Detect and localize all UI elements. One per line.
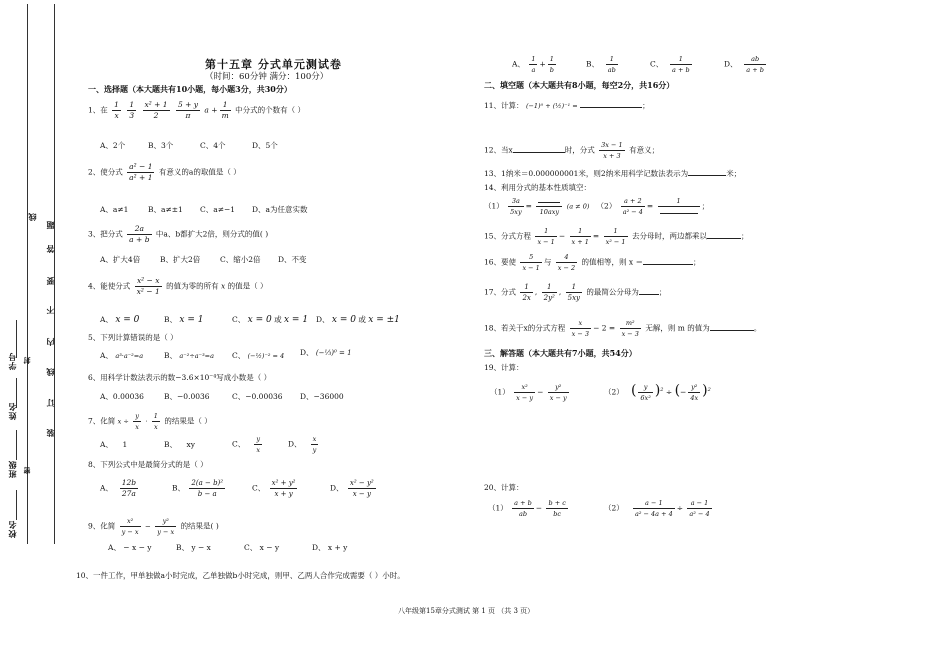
q7-option-a[interactable]: A、 1 [100, 440, 128, 449]
q8-option-d[interactable]: D、 $\frac{\text{x² − y²}}{x - y}$ [330, 479, 374, 498]
question-1-suffix: 中分式的个数有（ ） [235, 105, 305, 115]
q10-option-b-label: B、 [586, 59, 600, 69]
q4-option-c[interactable]: C、 x = 0 或 x = 1 [232, 315, 309, 325]
binding-word-3: 答 [45, 244, 55, 253]
question-17: 17、分式 $\frac{1}{2x}$ , $\frac{1}{\text{2y²}}$ , $\frac{1}{5xy}$ 的最简公分母为 ； [484, 283, 667, 302]
q10-option-a-label: A、 [512, 59, 525, 69]
question-4-suffix2: 的值是（ ） [227, 281, 268, 291]
q14-part2-blank[interactable] [660, 213, 698, 214]
q7-option-d-label: D、 [288, 439, 302, 449]
question-3-suffix: 中a、b都扩大2倍，则分式的值( ) [155, 229, 269, 239]
q10-option-c-label: C、 [650, 59, 664, 69]
q8-option-d-label: D、 [330, 483, 344, 493]
question-3: 3、把分式 $\frac{2a}{a + b}$ 中a、b都扩大2倍，则分式的值( ) [88, 224, 269, 244]
section-choice-heading: 一、选择题（本大题共有10小题，每小题3分，共30分） [88, 84, 292, 94]
question-10: 10、一件工作，甲单独做a小时完成，乙单独做b小时完成，则甲、乙两人合作完成需要（ ）小时。 [76, 571, 405, 580]
student-id-label: 学号 [7, 352, 17, 370]
q4-option-b-label: B、 [164, 315, 178, 324]
question-19-part1: （1） $\frac{\text{x²}}{x - y}$ − $\frac{\text{y²}}{x - y}$ [490, 383, 567, 402]
question-4-prefix: 4、能使分式 [88, 281, 131, 291]
q5-option-c[interactable]: C、 (−½)⁻² = 4 [232, 351, 285, 360]
q3-option-a[interactable]: A、扩大4倍 [100, 255, 141, 264]
q7-option-a-label: A、 [100, 440, 113, 449]
question-12-suffix: 有意义； [629, 145, 660, 155]
q4-option-b[interactable]: B、 x = 1 [164, 315, 204, 325]
q4-option-c-label: C、 [232, 315, 246, 324]
q10-option-c[interactable]: C、 $\frac{1}{a + b}$ [650, 55, 690, 74]
q2-option-d[interactable]: D、a为任意实数 [252, 205, 308, 214]
q6-option-a[interactable]: A、0.00036 [100, 392, 144, 401]
q4-option-d[interactable]: D、 x = 0 或 x = ±1 [316, 315, 400, 325]
binding-word-2: 题 [45, 220, 55, 229]
q5-option-d-label: D、 [300, 348, 314, 357]
q4-option-a[interactable]: A、 x = 0 [100, 315, 140, 325]
q12-answer-blank[interactable] [513, 152, 565, 153]
q9-option-a[interactable]: A、 − x − y [108, 543, 152, 552]
q6-option-b[interactable]: B、−0.0036 [164, 392, 210, 401]
school-label: 校名 [7, 520, 17, 538]
question-17-prefix: 17、分式 [484, 287, 517, 297]
q5-option-d[interactable]: D、 (−⅓)⁰ = 1 [300, 348, 352, 357]
question-17-end: ； [658, 287, 667, 297]
q16-answer-blank[interactable] [643, 264, 693, 265]
q7-option-b-label: B、 [164, 440, 178, 449]
question-6: 6、用科学计数法表示的数−3.6×10⁻⁴写成小数是（ ） [88, 373, 272, 382]
question-19: 19、计算： [484, 363, 524, 372]
exam-title: 第十五章 分式单元测试卷 [205, 58, 342, 71]
question-15-suffix: 去分母时，两边都乘以 [631, 231, 707, 241]
question-18-prefix: 18、若关于x的分式方程 [484, 323, 566, 333]
q10-option-d[interactable]: D、 $\frac{ab}{a + b}$ [724, 55, 764, 74]
question-15-end: ； [740, 231, 749, 241]
q9-option-b[interactable]: B、 y − x [176, 543, 211, 552]
student-id-line [16, 320, 17, 358]
q5-option-c-label: C、 [232, 351, 246, 360]
q3-option-b[interactable]: B、扩大2倍 [160, 255, 201, 264]
question-4: 4、能使分式 $\frac{\text{x² − x}}{\text{x² − 1}}$ 的值为零的所有 x 的值是（ ） [88, 276, 268, 296]
question-2-prefix: 2、使分式 [88, 167, 123, 177]
q8-option-a[interactable]: A、 $\frac{12b}{27a}$ [100, 478, 137, 498]
question-2-suffix: 有意义的a的取值是（ ） [158, 167, 241, 177]
question-2: 2、使分式 $\frac{\text{a² − 1}}{\text{a² + 1}}$ 有意义的a的取值是（ ） [88, 162, 241, 182]
page-footer: 八年级第15章分式测试 第 1 页 （共 3 页） [398, 607, 535, 615]
q1-option-b[interactable]: B、3个 [148, 141, 174, 150]
q8-option-b-label: B、 [172, 483, 186, 493]
name-line [16, 378, 17, 408]
question-17-suffix: 的最简公分母为 [586, 287, 639, 297]
q7-option-d[interactable]: D、 $\frac{x}{y}$ [288, 435, 317, 454]
q6-option-c[interactable]: C、−0.00036 [232, 392, 283, 401]
q14-part1-label: （1） [484, 201, 504, 211]
q11-answer-blank[interactable] [580, 107, 642, 108]
q8-option-a-label: A、 [100, 483, 113, 493]
q8-option-c[interactable]: C、 $\frac{\text{x² + y²}}{x + y}$ [252, 479, 296, 498]
question-18: 18、若关于x的分式方程 $\frac{x}{x - 3}$ − 2 = $\frac{\text{m²}}{x - 3}$ 无解，则 m 的值为 。 [484, 319, 762, 338]
question-7: 7、化简 x ÷ $\frac{y}{x}$ · $\frac{1}{x}$ 的结果是（ ） [88, 412, 212, 431]
question-18-suffix: 无解，则 m 的值为 [645, 323, 710, 333]
q5-option-a-label: A、 [100, 351, 113, 360]
question-1: 1、在 $\frac{1}{x}$ $\frac{1}{3}$ $\frac{\text{x² + 1}}{2}$ $\frac{5 + y}{\pi}$ a + $\frac{1}{m}$ 中分式的个数有（ ） [88, 100, 305, 120]
question-16-end: ； [693, 257, 701, 267]
binding-word-6: 内 [45, 337, 55, 346]
question-20-part1: （1） $\frac{a + b}{ab}$ − $\frac{b + c}{bc}$ [488, 499, 566, 518]
q14-part1-condition: (a ≠ 0) [566, 202, 590, 211]
question-14-parts: （1） $\frac{3a}{5xy}$ = 10axy (a ≠ 0) （2） $\frac{a + 2}{\text{a² − 4}}$ = 1 ； [484, 197, 710, 216]
question-7-suffix: 的结果是（ ） [164, 416, 212, 426]
q1-option-a[interactable]: A、2个 [100, 141, 126, 150]
question-15-prefix: 15、分式方程 [484, 231, 532, 241]
name-label: 姓名 [7, 402, 17, 420]
binding-line-inner [54, 4, 55, 544]
q5-option-a[interactable]: A、 a³·a⁻²=a [100, 351, 144, 360]
q4-option-a-label: A、 [100, 315, 113, 324]
q2-option-a[interactable]: A、a≠1 [100, 205, 129, 214]
question-8: 8、下列公式中是最简分式的是（ ） [88, 460, 208, 469]
q8-option-c-label: C、 [252, 483, 266, 493]
q7-option-c[interactable]: C、 $\frac{y}{x}$ [232, 435, 261, 454]
q3-option-d[interactable]: D、不变 [278, 255, 307, 264]
question-16: 16、要使 $\frac{5}{x - 1}$ 与 $\frac{4}{x - 2}$ 的值相等，则 x ＝ ； [484, 253, 701, 272]
question-13-text: 13、1纳米＝0.000000001米，则2纳米用科学记数法表示为 [484, 169, 689, 178]
binding-line-outer [27, 4, 28, 544]
q2-option-c[interactable]: C、a≠−1 [200, 205, 236, 214]
section-fill-heading: 二、填空题（本大题共有8小题，每空2分，共16分） [484, 80, 675, 90]
question-9-suffix: 的结果是( ) [180, 521, 219, 531]
q15-answer-blank[interactable] [707, 238, 741, 239]
q19-part1-label: （1） [490, 387, 510, 397]
q3-option-c[interactable]: C、缩小2倍 [220, 255, 261, 264]
secret-label: 密 [22, 466, 31, 474]
binding-word-1: 线 [27, 212, 37, 221]
section-solve-heading: 三、解答题（本大题共有7小题，共54分） [484, 348, 637, 358]
q2-option-b[interactable]: B、a≠±1 [148, 205, 183, 214]
question-5: 5、下列计算错误的是（ ） [88, 333, 178, 342]
binding-word-4: 要 [45, 276, 55, 285]
q7-option-c-label: C、 [232, 439, 246, 449]
question-4-suffix: 的值为零的所有 [166, 281, 219, 291]
question-12-prefix: 12、当x [484, 145, 513, 155]
question-3-prefix: 3、把分式 [88, 229, 123, 239]
school-line [16, 490, 17, 520]
question-14-end: ； [701, 201, 710, 211]
binding-word-9: 装 [45, 428, 55, 437]
q10-option-a[interactable]: A、 $\frac{1}{a}$ + $\frac{1}{b}$ [512, 55, 554, 74]
exam-subtitle: （时间：60分钟 满分：100分） [205, 72, 329, 82]
q19-part2-label: （2） [604, 387, 624, 397]
seal-label: 封 [22, 356, 31, 364]
class-label: 班级 [7, 460, 17, 478]
question-7-prefix: 7、化简 [88, 416, 116, 426]
question-13 [484, 168, 741, 179]
q14-part2-label: （2） [596, 201, 617, 211]
binding-word-5: 不 [45, 305, 55, 314]
q8-option-b[interactable]: B、 $\frac{\text{2(a − b)²}}{b - a}$ [172, 479, 224, 498]
question-15: 15、分式方程 $\frac{1}{x - 1}$ − $\frac{1}{x + 1}$ = $\frac{1}{\text{x² − 1}}$ 去分母时，两边都乘以 ； [484, 227, 749, 246]
q1-option-d[interactable]: D、5个 [252, 141, 278, 150]
question-16-suffix: 的值相等，则 x ＝ [581, 257, 643, 267]
q13-answer-blank[interactable] [688, 175, 726, 176]
question-20: 20、计算： [484, 483, 524, 492]
q9-option-d[interactable]: D、 x + y [312, 543, 348, 552]
binding-word-8: 订 [45, 398, 55, 407]
question-9: 9、化简 $\frac{\text{x²}}{y - x}$ − $\frac{\text{y²}}{y - x}$ 的结果是( ) [88, 517, 219, 536]
q17-answer-blank[interactable] [639, 294, 659, 295]
q10-option-d-label: D、 [724, 59, 738, 69]
question-19-part2: （2） ( $\frac{y}{\text{6x²}}$ )$^2$ ÷ (− $\frac{\text{y²}}{4x}$ )$^2$ [604, 382, 711, 402]
question-14: 14、利用分式的基本性质填空： [484, 183, 592, 192]
q20-part1-label: （1） [488, 503, 508, 513]
q6-option-d[interactable]: D、−36000 [300, 392, 344, 401]
question-11-prefix: 11、计算： [484, 101, 524, 110]
q9-option-c[interactable]: C、 x − y [244, 543, 280, 552]
q1-option-c[interactable]: C、4个 [200, 141, 226, 150]
question-12: 12、当x 时，分式 $\frac{3x - 1}{x + 3}$ 有意义； [484, 141, 660, 160]
question-20-part2: （2） $\frac{a - 1}{\text{a² − 4a + 4}}$ ÷ $\frac{a - 1}{\text{a² − 4}}$ [604, 499, 710, 518]
question-16-prefix: 16、要使 [484, 257, 517, 267]
question-11-suffix: ； [642, 101, 650, 110]
q10-option-b[interactable]: B、 $\frac{1}{ab}$ [586, 55, 616, 74]
question-9-prefix: 9、化简 [88, 521, 116, 531]
question-13-suffix: 米； [726, 169, 742, 178]
q4-option-d-label: D、 [316, 315, 330, 324]
q18-answer-blank[interactable] [710, 330, 754, 331]
question-18-end: 。 [753, 323, 762, 333]
q7-option-b[interactable]: B、 xy [164, 440, 196, 449]
q5-option-b-label: B、 [164, 351, 178, 360]
class-line [16, 430, 17, 460]
q5-option-b[interactable]: B、 a⁻²÷a⁻³=a [164, 351, 214, 360]
binding-word-7: 线 [45, 367, 55, 376]
q14-part1-blank[interactable] [538, 202, 560, 203]
question-1-prefix: 1、在 [88, 105, 108, 115]
question-11: 11、计算： (−1)⁰ + (½)⁻¹ = ； [484, 101, 650, 110]
question-12-mid: 时，分式 [564, 145, 595, 155]
q20-part2-label: （2） [604, 503, 624, 513]
